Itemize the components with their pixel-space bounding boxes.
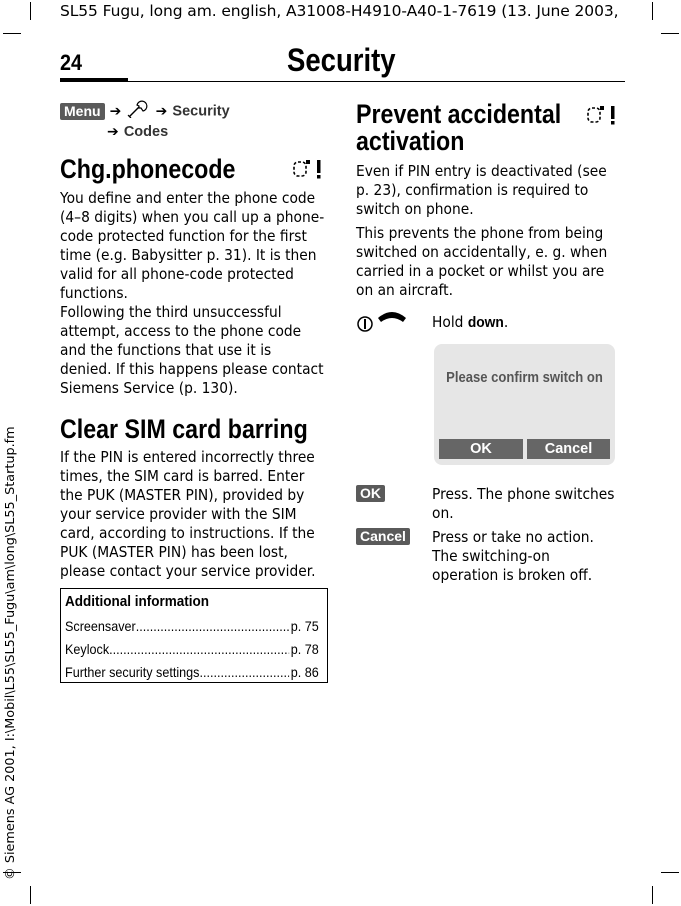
step-cancel-text: Press or take no action. The switching-on operation is broken off. — [432, 528, 594, 584]
crop-mark — [30, 2, 31, 20]
running-header: SL55 Fugu, long am. english, A31008-H4910-A40-1-7619 (13. June 2003, — [60, 2, 619, 20]
info-row-page: p. 75 — [290, 618, 319, 634]
arrow-icon: ➔ — [107, 124, 119, 140]
info-row-keylock[interactable] — [65, 638, 319, 661]
crop-mark — [661, 33, 679, 34]
heading-prevent-line2: activation — [356, 126, 465, 156]
heading-chg-phonecode: Chg.phonecode — [60, 154, 236, 184]
provider-dependent-icon — [292, 158, 328, 185]
leader-dots — [136, 615, 289, 638]
menu-key: Menu — [60, 103, 105, 120]
info-row-screensaver[interactable] — [65, 615, 319, 638]
side-copyright-note: © Siemens AG 2001, I:\Mobil\L55\SL55_Fugu\am\long\SL55_Startup.fm — [3, 426, 18, 880]
paragraph: Even if PIN entry is deactivated (see p. 23), confirmation is required to switch on phone. — [356, 162, 607, 218]
chg-phonecode-text — [60, 189, 325, 398]
hold-suffix: . — [503, 313, 509, 331]
hold-word: down — [467, 314, 504, 331]
info-row-label: Screensaver — [65, 618, 136, 634]
power-end-key-icon — [356, 306, 410, 338]
arrow-icon: ➔ — [109, 103, 122, 120]
crop-mark — [652, 886, 653, 904]
info-row-page: p. 86 — [290, 664, 319, 680]
hold-down-instruction — [432, 313, 616, 332]
step-ok-text: Press. The phone switches on. — [432, 485, 615, 522]
additional-info-title: Additional information — [65, 593, 209, 610]
info-row-security-settings[interactable] — [65, 661, 319, 684]
clear-sim-text — [60, 448, 325, 581]
phone-display — [434, 344, 615, 465]
ok-key: OK — [356, 485, 385, 502]
crop-mark — [3, 33, 21, 34]
heading-prevent-line1: Prevent accidental — [356, 99, 562, 129]
wrench-icon — [126, 100, 150, 122]
hold-prefix: Hold — [432, 313, 464, 331]
paragraph: Following the third unsuccessful attempt, access to the phone code and the functions that use it is denied. If this happens please contact Siemens Service (p. 130). — [60, 303, 324, 397]
display-message: Please confirm switch on — [446, 370, 603, 386]
leader-dots — [109, 638, 289, 661]
display-cancel-softkey[interactable]: Cancel — [527, 439, 610, 459]
crop-mark — [30, 886, 31, 904]
menu-path-codes: Codes — [123, 124, 169, 140]
page-number: 24 — [60, 50, 83, 75]
menu-path-security: Security — [172, 103, 230, 120]
paragraph: This prevents the phone from being switched on accidentally, e. g. when carried in a pocket or whilst you are on an aircraft. — [356, 224, 608, 299]
crop-mark — [661, 872, 679, 873]
leader-dots — [199, 661, 288, 684]
info-row-label: Keylock — [65, 641, 110, 657]
info-row-label: Further security settings — [65, 664, 200, 680]
display-ok-softkey[interactable]: OK — [439, 439, 523, 459]
heading-clear-sim: Clear SIM card barring — [60, 414, 308, 444]
page-title: Security — [287, 42, 396, 78]
prevent-text — [356, 162, 618, 300]
paragraph: You define and enter the phone code (4–8 digits) when you call up a phone-code protected function for the first time (e.g. Babysitter p. 31). It is then valid for all phone-code protected functions. — [60, 189, 325, 302]
provider-dependent-icon — [586, 104, 622, 131]
info-row-page: p. 78 — [290, 641, 319, 657]
crop-mark — [652, 2, 653, 20]
header-rule — [60, 81, 625, 82]
paragraph: If the PIN is entered incorrectly three times, the SIM card is barred. Enter the PUK (MASTER PIN), provided by your service provider with the SIM card, according to instructions. If the PUK (MASTER PIN) has been lost, please contact your service provider. — [60, 448, 316, 580]
additional-info-box — [60, 588, 328, 683]
cancel-key: Cancel — [356, 528, 410, 545]
menu-path — [60, 100, 330, 141]
arrow-icon: ➔ — [155, 103, 168, 120]
